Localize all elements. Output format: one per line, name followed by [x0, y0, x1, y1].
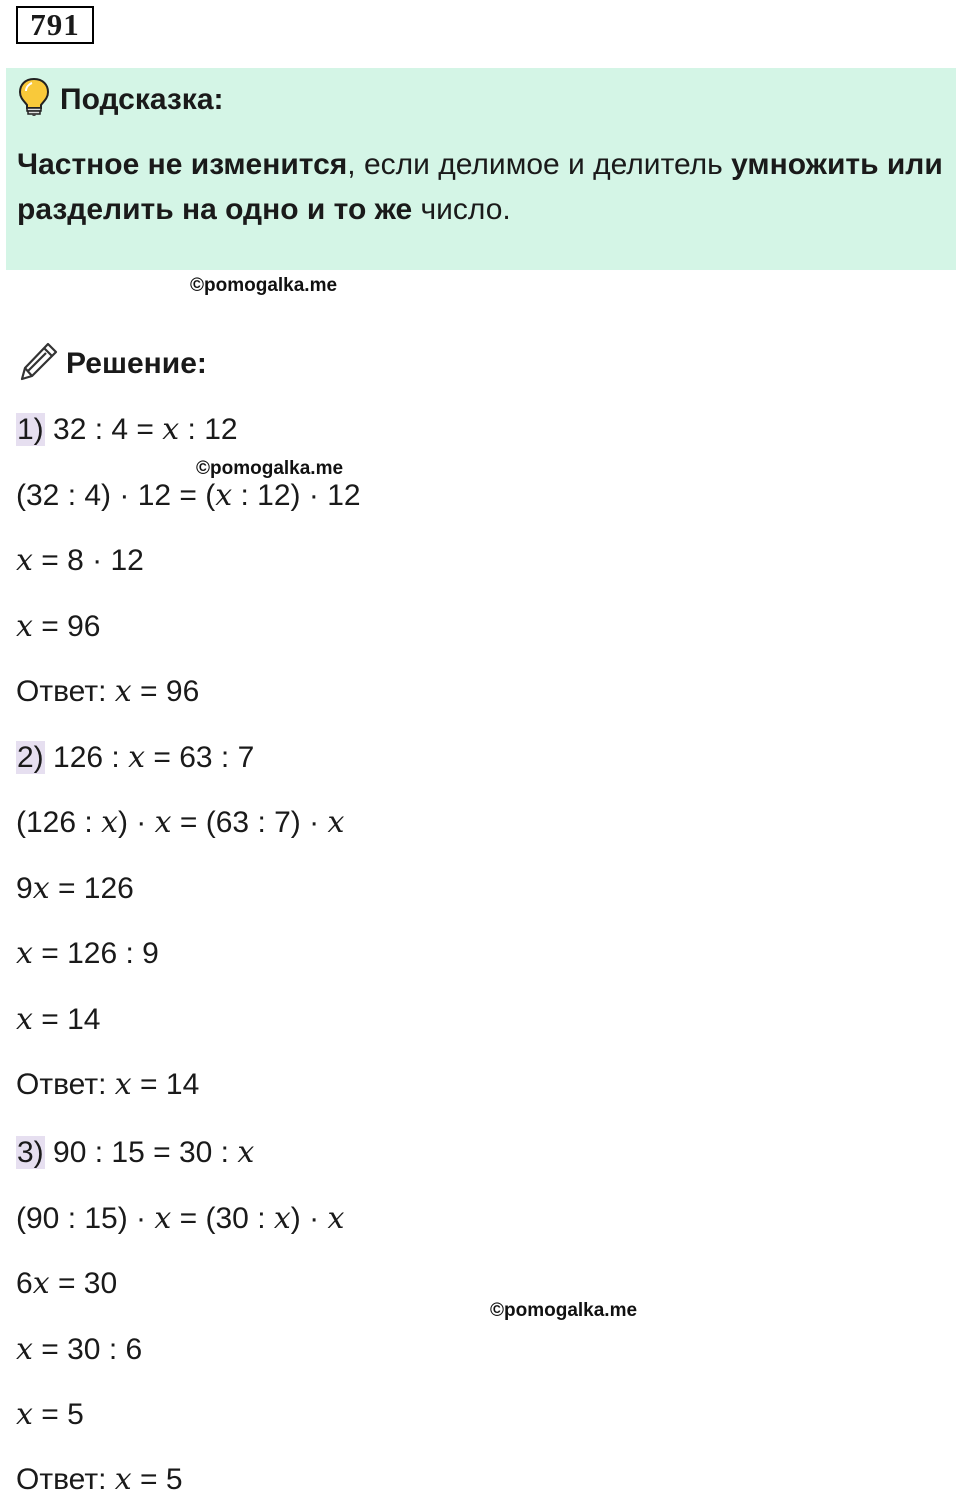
- answer-label: Ответ:: [16, 675, 115, 708]
- expr: = 96: [131, 675, 200, 708]
- p3-line-1: [16, 1135, 254, 1171]
- hint-title: Подсказка:: [60, 82, 224, 116]
- var-x: 𝑥: [215, 478, 233, 513]
- expr: (126 :: [16, 806, 102, 839]
- var-x: 𝑥: [128, 740, 146, 775]
- watermark: ©pomogalka.me: [196, 458, 344, 479]
- var-x: 𝑥: [327, 1201, 345, 1236]
- var-x: 𝑥: [32, 1266, 50, 1301]
- expr: = 30 : 6: [32, 1333, 143, 1366]
- solution-header: [18, 340, 207, 387]
- var-x: 𝑥: [154, 805, 172, 840]
- expr: ) ·: [117, 806, 155, 839]
- expr: ) ·: [290, 1202, 328, 1235]
- pencil-icon: [18, 340, 60, 387]
- expr: = 126 : 9: [32, 937, 159, 970]
- expr: = 5: [32, 1398, 84, 1431]
- hint-text: [17, 142, 947, 232]
- p3-line-3: [16, 1266, 117, 1302]
- p2-line-4: [16, 936, 159, 972]
- var-x: 𝑥: [16, 1397, 33, 1432]
- var-x: 𝑥: [114, 674, 132, 709]
- var-x: 𝑥: [154, 1201, 172, 1236]
- p1-label: 1): [17, 413, 44, 446]
- var-x: 𝑥: [273, 1201, 291, 1236]
- expr: (32 : 4) · 12 = (: [16, 479, 216, 512]
- expr: 32 : 4 =: [44, 413, 163, 446]
- hint-bold-1: Частное не изменится: [17, 148, 348, 181]
- hint-normal-2: число.: [412, 193, 511, 226]
- expr: 9: [16, 872, 33, 905]
- expr: = 63 : 7: [145, 741, 255, 774]
- p2-line-1: [16, 740, 254, 776]
- expr: = (63 : 7) ·: [171, 806, 328, 839]
- watermark: ©pomogalka.me: [190, 275, 338, 296]
- expr: = 30: [49, 1267, 118, 1300]
- var-x: 𝑥: [16, 1002, 33, 1037]
- p1-answer: [16, 674, 199, 710]
- p1-line-3: [16, 543, 144, 579]
- var-x: 𝑥: [32, 871, 50, 906]
- var-x: 𝑥: [101, 805, 118, 840]
- expr: 126 :: [44, 741, 129, 774]
- var-x: 𝑥: [237, 1135, 255, 1170]
- expr: (90 : 15) ·: [16, 1202, 155, 1235]
- p3-line-5: [16, 1397, 84, 1433]
- task-number: 791: [16, 6, 94, 44]
- expr: = 5: [131, 1463, 183, 1496]
- p1-line-2: [16, 478, 361, 514]
- p2-line-3: [16, 871, 134, 907]
- expr: 6: [16, 1267, 33, 1300]
- p1-line-4: [16, 609, 100, 645]
- var-x: 𝑥: [162, 412, 180, 447]
- var-x: 𝑥: [114, 1462, 132, 1497]
- expr: = (30 :: [171, 1202, 274, 1235]
- expr: 90 : 15 = 30 :: [44, 1136, 238, 1169]
- var-x: 𝑥: [16, 609, 33, 644]
- answer-label: Ответ:: [16, 1463, 115, 1496]
- hint-normal-1: , если делимое и делитель: [347, 148, 732, 181]
- answer-label: Ответ:: [16, 1068, 115, 1101]
- expr: = 126: [49, 872, 134, 905]
- expr: = 14: [131, 1068, 200, 1101]
- p3-answer: [16, 1462, 183, 1498]
- hint-bold-2: умножить или разделить на одно и то же: [17, 148, 943, 226]
- p2-line-2: [16, 805, 344, 841]
- expr: : 12: [179, 413, 238, 446]
- p2-answer: [16, 1067, 199, 1103]
- expr: = 14: [32, 1003, 101, 1036]
- watermark: ©pomogalka.me: [490, 1300, 638, 1321]
- p2-line-5: [16, 1002, 100, 1038]
- p3-label: 3): [17, 1136, 44, 1169]
- var-x: 𝑥: [16, 543, 33, 578]
- expr: = 8 · 12: [32, 544, 144, 577]
- var-x: 𝑥: [114, 1067, 132, 1102]
- expr: : 12) · 12: [232, 479, 361, 512]
- p3-line-4: [16, 1332, 142, 1368]
- p1-line-1: [16, 412, 238, 448]
- lightbulb-icon: [18, 77, 50, 122]
- var-x: 𝑥: [16, 936, 33, 971]
- p3-line-2: [16, 1201, 344, 1237]
- solution-title: Решение:: [66, 346, 207, 380]
- var-x: 𝑥: [16, 1332, 33, 1367]
- var-x: 𝑥: [327, 805, 345, 840]
- expr: = 96: [32, 610, 101, 643]
- hint-header: [18, 77, 224, 122]
- p2-label: 2): [17, 741, 44, 774]
